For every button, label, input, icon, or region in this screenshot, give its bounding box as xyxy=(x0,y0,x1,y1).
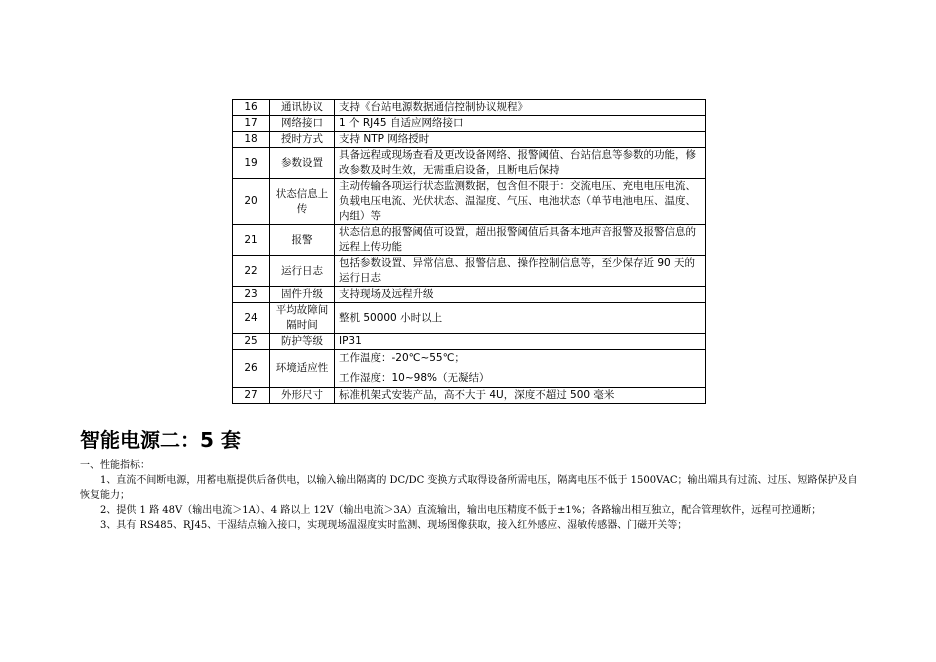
row-desc: 状态信息的报警阈值可设置，超出报警阈值后具备本地声音报警及报警信息的远程上传功能 xyxy=(335,225,706,256)
table-row xyxy=(233,225,706,256)
row-number: 19 xyxy=(233,148,270,179)
row-number: 21 xyxy=(233,225,270,256)
row-number: 17 xyxy=(233,116,270,132)
row-number: 24 xyxy=(233,303,270,334)
table-row xyxy=(233,350,706,388)
spec-item: 2、提供 1 路 48V（输出电流＞1A）、4 路以上 12V（输出电流＞3A）直流输出，输出电压精度不低于±1%；各路输出相互独立，配合管理软件，远程可控通断； xyxy=(100,505,822,516)
spec-item: 3、具有 RS485、RJ45、干湿结点输入接口，实现现场温湿度实时监测、现场图像获取，接入红外感应、湿敏传感器、门磁开关等； xyxy=(100,520,688,531)
row-desc: 支持《台站电源数据通信控制协议规程》 xyxy=(335,100,706,116)
row-number: 23 xyxy=(233,287,270,303)
table-row xyxy=(233,303,706,334)
row-number: 25 xyxy=(233,334,270,350)
row-number: 16 xyxy=(233,100,270,116)
row-number: 26 xyxy=(233,350,270,388)
table-row xyxy=(233,100,706,116)
humidity-spec: 工作湿度：10~98%（无凝结） xyxy=(339,372,490,384)
table-row xyxy=(233,116,706,132)
row-desc: 标准机架式安装产品，高不大于 4U，深度不超过 500 毫米 xyxy=(335,388,706,404)
row-name: 网络接口 xyxy=(270,116,335,132)
row-name: 参数设置 xyxy=(270,148,335,179)
row-desc: 具备远程或现场查看及更改设备网络、报警阈值、台站信息等参数的功能，修改参数及时生效，无需重启设备，且断电后保持 xyxy=(335,148,706,179)
section-subtitle: 一、性能指标： xyxy=(80,460,150,471)
row-name: 平均故障间隔时间 xyxy=(270,303,335,334)
temperature-spec: 工作温度：-20℃~55℃； xyxy=(339,352,465,364)
spec-table xyxy=(232,99,706,404)
row-desc: 整机 50000 小时以上 xyxy=(335,303,706,334)
row-desc: 主动传输各项运行状态监测数据，包含但不限于：交流电压、充电电压电流、负载电压电流、光伏状态、温湿度、气压、电池状态（单节电池电压、温度、内组）等 xyxy=(335,179,706,225)
row-desc: 包括参数设置、异常信息、报警信息、操作控制信息等，至少保存近 90 天的运行日志 xyxy=(335,256,706,287)
section-body xyxy=(80,458,860,533)
row-number: 18 xyxy=(233,132,270,148)
row-name: 环境适应性 xyxy=(270,350,335,388)
row-desc: 支持 NTP 网络授时 xyxy=(335,132,706,148)
row-name: 状态信息上传 xyxy=(270,179,335,225)
row-number: 27 xyxy=(233,388,270,404)
table-row xyxy=(233,388,706,404)
table-row xyxy=(233,287,706,303)
table-row xyxy=(233,148,706,179)
table-row xyxy=(233,256,706,287)
row-desc: 1 个 RJ45 自适应网络接口 xyxy=(335,116,706,132)
row-number: 22 xyxy=(233,256,270,287)
row-number: 20 xyxy=(233,179,270,225)
table-row xyxy=(233,132,706,148)
row-name: 运行日志 xyxy=(270,256,335,287)
row-name: 固件升级 xyxy=(270,287,335,303)
row-name: 外形尺寸 xyxy=(270,388,335,404)
row-desc: IP31 xyxy=(335,334,706,350)
row-name: 报警 xyxy=(270,225,335,256)
row-name: 通讯协议 xyxy=(270,100,335,116)
row-desc: 支持现场及远程升级 xyxy=(335,287,706,303)
table-row xyxy=(233,179,706,225)
row-name: 授时方式 xyxy=(270,132,335,148)
row-desc xyxy=(335,350,706,388)
row-name: 防护等级 xyxy=(270,334,335,350)
section-title: 智能电源二：5 套 xyxy=(80,428,241,452)
spec-item: 1、直流不间断电源，用蓄电瓶提供后备供电，以输入输出隔离的 DC/DC 变换方式取得设备所需电压，隔离电压不低于 1500VAC；输出端具有过流、过压、短路保护及自恢复能力； xyxy=(80,475,858,501)
table-row xyxy=(233,334,706,350)
